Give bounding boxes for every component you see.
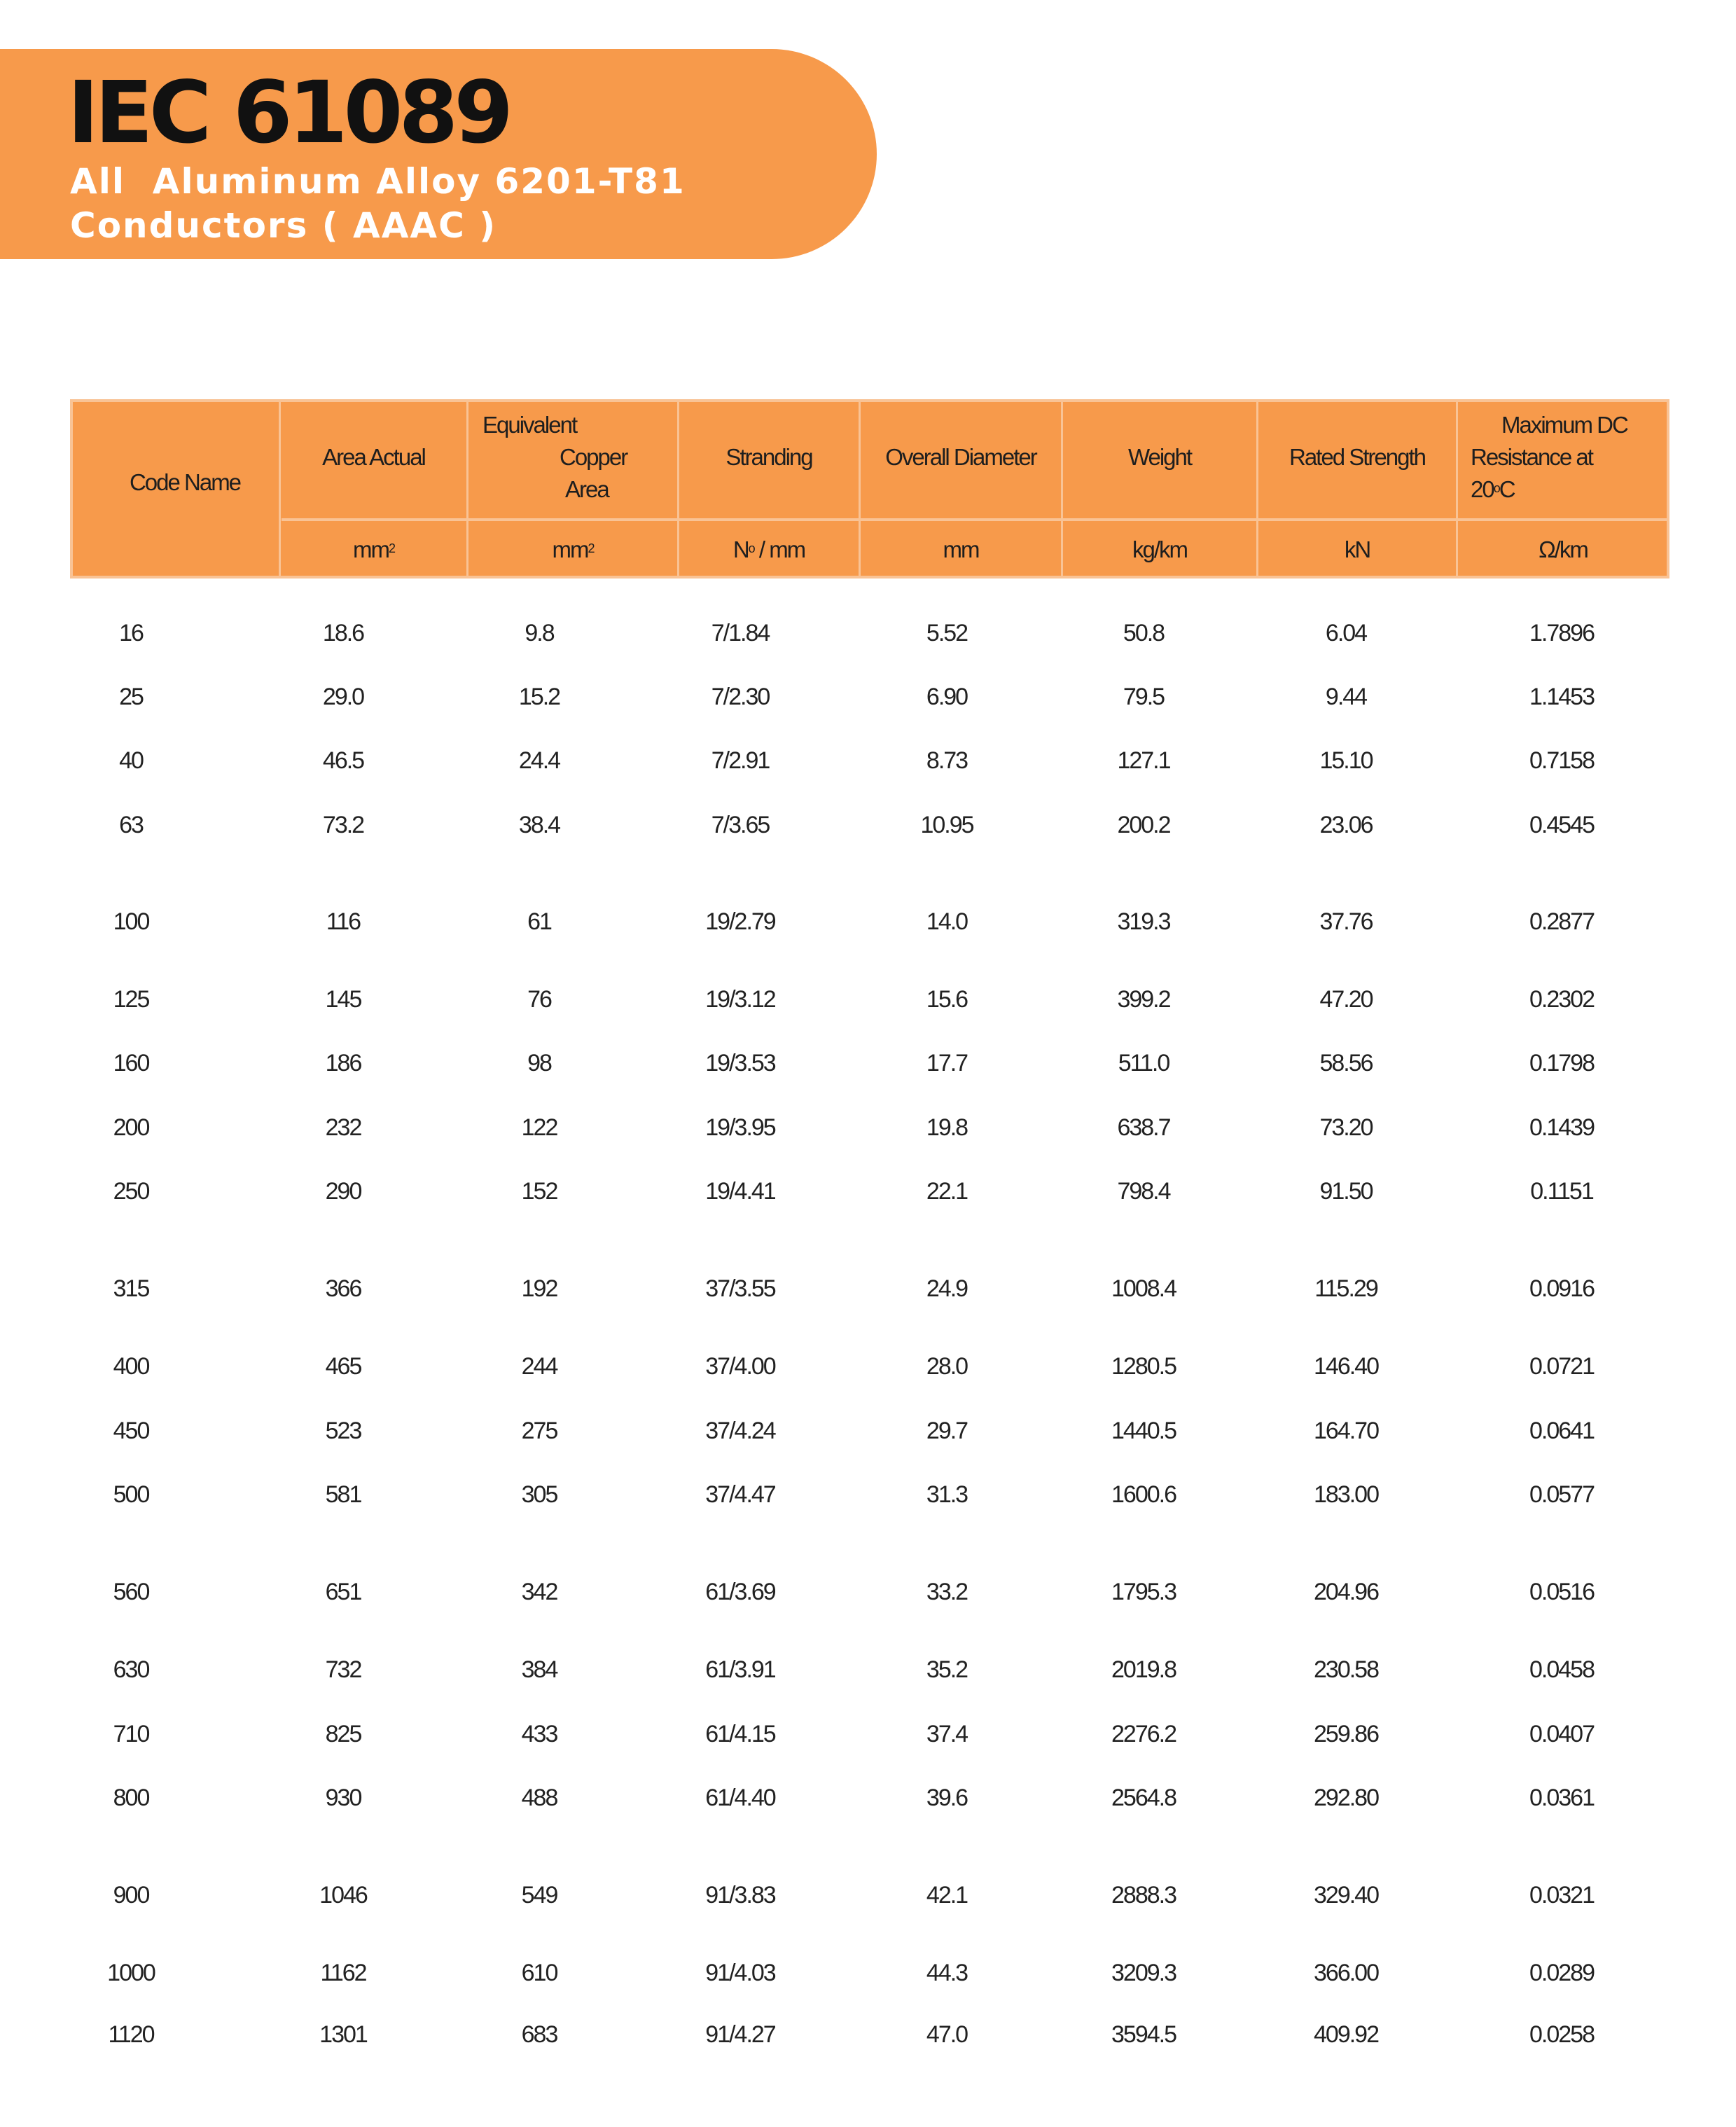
cell-rated-strength: 73.20	[1319, 1114, 1373, 1141]
cell-max-dc-resistance: 1.7896	[1529, 620, 1594, 646]
cell-code-name: 400	[113, 1353, 149, 1380]
cell-area-actual: 145	[325, 986, 361, 1013]
cell-code-name: 63	[119, 812, 143, 838]
cell-max-dc-resistance: 0.0258	[1529, 2021, 1594, 2048]
cell-weight: 2019.8	[1111, 1656, 1176, 1683]
cell-rated-strength: 91.50	[1319, 1178, 1373, 1205]
cell-weight: 200.2	[1117, 812, 1170, 838]
cell-code-name: 450	[113, 1418, 149, 1444]
cell-equiv-copper-area: 433	[521, 1721, 557, 1747]
cell-overall-diameter: 42.1	[926, 1882, 968, 1908]
header-area-actual: Area Actual	[322, 444, 425, 470]
cell-overall-diameter: 29.7	[926, 1418, 968, 1444]
cell-equiv-copper-area: 275	[521, 1418, 557, 1444]
cell-stranding: 61/3.91	[705, 1656, 775, 1683]
header-weight: Weight	[1127, 444, 1192, 470]
cell-stranding: 19/3.12	[705, 986, 775, 1013]
cell-weight: 2564.8	[1111, 1785, 1176, 1811]
cell-area-actual: 732	[325, 1656, 361, 1683]
cell-equiv-copper-area: 384	[521, 1656, 557, 1683]
cell-overall-diameter: 6.90	[926, 684, 968, 710]
cell-code-name: 315	[113, 1275, 149, 1302]
cell-area-actual: 46.5	[322, 747, 364, 774]
header-stranding: Stranding	[725, 444, 812, 470]
cell-weight: 1440.5	[1111, 1418, 1176, 1444]
cell-overall-diameter: 22.1	[926, 1178, 968, 1205]
header-equiv-line-3: Area	[565, 476, 609, 502]
cell-rated-strength: 183.00	[1314, 1481, 1378, 1508]
header-overall-diameter: Overall Diameter	[885, 444, 1036, 470]
unit-stranding: $N^o$ / mm	[732, 536, 805, 562]
cell-weight: 319.3	[1117, 908, 1170, 935]
cell-code-name: 100	[113, 908, 149, 935]
cell-rated-strength: 9.44	[1325, 684, 1367, 710]
header-rated-strength: Rated Strength	[1289, 444, 1425, 470]
cell-equiv-copper-area: 122	[521, 1114, 557, 1141]
cell-weight: 1600.6	[1111, 1481, 1176, 1508]
cell-weight: 3209.3	[1111, 1960, 1176, 1986]
header-resist-line-1: Maximum DC	[1501, 412, 1627, 438]
cell-max-dc-resistance: 0.0721	[1529, 1353, 1594, 1380]
cell-area-actual: 523	[325, 1418, 361, 1444]
cell-overall-diameter: 17.7	[926, 1050, 968, 1076]
header-equiv-line-2: Copper	[560, 444, 627, 470]
cell-weight: 1280.5	[1111, 1353, 1176, 1380]
cell-area-actual: 465	[325, 1353, 361, 1380]
cell-code-name: 40	[119, 747, 143, 774]
cell-area-actual: 1046	[319, 1882, 367, 1908]
cell-code-name: 710	[113, 1721, 149, 1747]
cell-code-name: 560	[113, 1579, 149, 1605]
cell-area-actual: 29.0	[322, 684, 364, 710]
cell-area-actual: 1162	[320, 1960, 366, 1986]
cell-max-dc-resistance: 0.0361	[1529, 1785, 1594, 1811]
cell-equiv-copper-area: 24.4	[518, 747, 560, 774]
cell-stranding: 37/4.47	[705, 1481, 775, 1508]
cell-overall-diameter: 8.73	[926, 747, 968, 774]
cell-code-name: 25	[119, 684, 143, 710]
cell-overall-diameter: 31.3	[926, 1481, 968, 1508]
cell-equiv-copper-area: 244	[521, 1353, 557, 1380]
cell-overall-diameter: 37.4	[926, 1721, 968, 1747]
cell-code-name: 900	[113, 1882, 149, 1908]
cell-overall-diameter: 44.3	[926, 1960, 968, 1986]
cell-area-actual: 651	[325, 1579, 361, 1605]
cell-weight: 399.2	[1117, 986, 1170, 1013]
unit-diameter: mm	[943, 536, 979, 562]
cell-code-name: 125	[113, 986, 149, 1013]
cell-weight: 798.4	[1117, 1178, 1170, 1205]
page-title: IEC 61089	[67, 63, 510, 162]
cell-weight: 1008.4	[1111, 1275, 1176, 1302]
cell-rated-strength: 292.80	[1314, 1785, 1378, 1811]
cell-stranding: 91/4.27	[705, 2021, 775, 2048]
cell-rated-strength: 23.06	[1319, 812, 1373, 838]
unit-weight: kg/km	[1132, 536, 1187, 562]
cell-overall-diameter: 47.0	[926, 2021, 968, 2048]
cell-code-name: 1120	[108, 2021, 154, 2048]
cell-overall-diameter: 24.9	[926, 1275, 968, 1302]
cell-max-dc-resistance: 0.2877	[1529, 908, 1594, 935]
cell-max-dc-resistance: 0.0289	[1529, 1960, 1594, 1986]
cell-stranding: 91/4.03	[705, 1960, 775, 1986]
cell-weight: 638.7	[1117, 1114, 1170, 1141]
cell-equiv-copper-area: 152	[521, 1178, 557, 1205]
cell-area-actual: 232	[325, 1114, 361, 1141]
cell-equiv-copper-area: 76	[527, 986, 551, 1013]
cell-rated-strength: 37.76	[1319, 908, 1373, 935]
cell-stranding: 37/3.55	[705, 1275, 775, 1302]
cell-max-dc-resistance: 0.1798	[1529, 1050, 1594, 1076]
cell-stranding: 19/3.95	[705, 1114, 775, 1141]
cell-stranding: 7/2.91	[711, 747, 770, 774]
cell-max-dc-resistance: 0.0407	[1529, 1721, 1594, 1747]
cell-overall-diameter: 19.8	[926, 1114, 968, 1141]
cell-max-dc-resistance: 0.4545	[1529, 812, 1594, 838]
cell-area-actual: 581	[325, 1481, 361, 1508]
cell-weight: 50.8	[1123, 620, 1165, 646]
cell-rated-strength: 329.40	[1314, 1882, 1378, 1908]
cell-stranding: 37/4.00	[705, 1353, 775, 1380]
cell-rated-strength: 409.92	[1314, 2021, 1378, 2048]
cell-max-dc-resistance: 0.1439	[1529, 1114, 1594, 1141]
cell-rated-strength: 47.20	[1319, 986, 1373, 1013]
cell-equiv-copper-area: 192	[521, 1275, 557, 1302]
cell-weight: 2888.3	[1111, 1882, 1176, 1908]
cell-area-actual: 186	[325, 1050, 361, 1076]
unit-equiv-area: $mm^2$	[552, 536, 594, 562]
cell-area-actual: 930	[325, 1785, 361, 1811]
cell-rated-strength: 259.86	[1314, 1721, 1378, 1747]
cell-equiv-copper-area: 610	[521, 1960, 557, 1986]
cell-max-dc-resistance: 0.0321	[1529, 1882, 1594, 1908]
subtitle-line-1: All Aluminum Alloy 6201-T81	[70, 161, 686, 202]
cell-stranding: 19/4.41	[705, 1178, 775, 1205]
header-resist-line-2: Resistance at	[1471, 444, 1592, 470]
cell-code-name: 160	[113, 1050, 149, 1076]
cell-max-dc-resistance: 0.1151	[1530, 1178, 1593, 1205]
cell-max-dc-resistance: 0.0641	[1529, 1418, 1594, 1444]
cell-rated-strength: 146.40	[1314, 1353, 1378, 1380]
header-code-name: Code Name	[129, 469, 241, 495]
cell-rated-strength: 6.04	[1325, 620, 1367, 646]
cell-equiv-copper-area: 683	[521, 2021, 557, 2048]
unit-resistance: Ω/km	[1539, 536, 1588, 562]
cell-stranding: 7/3.65	[711, 812, 770, 838]
cell-code-name: 16	[119, 620, 143, 646]
cell-overall-diameter: 14.0	[926, 908, 968, 935]
cell-stranding: 61/4.40	[705, 1785, 775, 1811]
cell-code-name: 630	[113, 1656, 149, 1683]
cell-equiv-copper-area: 61	[527, 908, 551, 935]
cell-area-actual: 366	[325, 1275, 361, 1302]
cell-max-dc-resistance: 0.2302	[1529, 986, 1594, 1013]
cell-area-actual: 290	[325, 1178, 361, 1205]
cell-rated-strength: 204.96	[1314, 1579, 1378, 1605]
unit-area-actual: $mm^2$	[353, 536, 394, 562]
cell-rated-strength: 164.70	[1314, 1418, 1378, 1444]
cell-equiv-copper-area: 549	[521, 1882, 557, 1908]
unit-strength: kN	[1344, 536, 1370, 562]
cell-area-actual: 116	[326, 908, 361, 935]
cell-equiv-copper-area: 9.8	[525, 620, 554, 646]
cell-weight: 2276.2	[1111, 1721, 1176, 1747]
cell-overall-diameter: 10.95	[920, 812, 973, 838]
cell-weight: 79.5	[1123, 684, 1165, 710]
cell-stranding: 61/4.15	[705, 1721, 775, 1747]
cell-max-dc-resistance: 0.0577	[1529, 1481, 1594, 1508]
header-resist-line-3: 20$^o$C	[1471, 476, 1515, 502]
cell-max-dc-resistance: 1.1453	[1529, 684, 1594, 710]
cell-overall-diameter: 5.52	[926, 620, 968, 646]
cell-stranding: 61/3.69	[705, 1579, 775, 1605]
header-equiv-line-1: Equivalent	[482, 412, 577, 438]
cell-stranding: 91/3.83	[705, 1882, 775, 1908]
cell-max-dc-resistance: 0.0516	[1529, 1579, 1594, 1605]
cell-overall-diameter: 28.0	[926, 1353, 968, 1380]
cell-rated-strength: 115.29	[1314, 1275, 1377, 1302]
cell-weight: 127.1	[1117, 747, 1170, 774]
cell-area-actual: 1301	[319, 2021, 367, 2048]
cell-equiv-copper-area: 305	[521, 1481, 557, 1508]
cell-max-dc-resistance: 0.0916	[1529, 1275, 1594, 1302]
cell-rated-strength: 15.10	[1319, 747, 1373, 774]
cell-overall-diameter: 39.6	[926, 1785, 968, 1811]
cell-equiv-copper-area: 488	[521, 1785, 557, 1811]
cell-overall-diameter: 15.6	[926, 986, 968, 1013]
cell-overall-diameter: 33.2	[926, 1579, 968, 1605]
cell-code-name: 200	[113, 1114, 149, 1141]
cell-stranding: 7/2.30	[711, 684, 770, 710]
cell-equiv-copper-area: 38.4	[518, 812, 560, 838]
cell-equiv-copper-area: 342	[521, 1579, 557, 1605]
cell-area-actual: 73.2	[322, 812, 364, 838]
cell-code-name: 500	[113, 1481, 149, 1508]
cell-code-name: 1000	[107, 1960, 155, 1986]
cell-stranding: 19/3.53	[705, 1050, 775, 1076]
cell-rated-strength: 366.00	[1314, 1960, 1378, 1986]
cell-stranding: 7/1.84	[711, 620, 770, 646]
cell-weight: 511.0	[1118, 1050, 1169, 1076]
cell-rated-strength: 58.56	[1319, 1050, 1373, 1076]
cell-code-name: 800	[113, 1785, 149, 1811]
cell-max-dc-resistance: 0.0458	[1529, 1656, 1594, 1683]
cell-weight: 1795.3	[1111, 1579, 1176, 1605]
cell-stranding: 19/2.79	[705, 908, 775, 935]
cell-area-actual: 825	[325, 1721, 361, 1747]
cell-code-name: 250	[113, 1178, 149, 1205]
cell-max-dc-resistance: 0.7158	[1529, 747, 1594, 774]
cell-equiv-copper-area: 98	[527, 1050, 551, 1076]
cell-weight: 3594.5	[1111, 2021, 1176, 2048]
subtitle-line-2: Conductors ( AAAC )	[70, 205, 497, 246]
cell-equiv-copper-area: 15.2	[518, 684, 560, 710]
cell-stranding: 37/4.24	[705, 1418, 775, 1444]
cell-rated-strength: 230.58	[1314, 1656, 1378, 1683]
cell-overall-diameter: 35.2	[926, 1656, 968, 1683]
cell-area-actual: 18.6	[322, 620, 364, 646]
